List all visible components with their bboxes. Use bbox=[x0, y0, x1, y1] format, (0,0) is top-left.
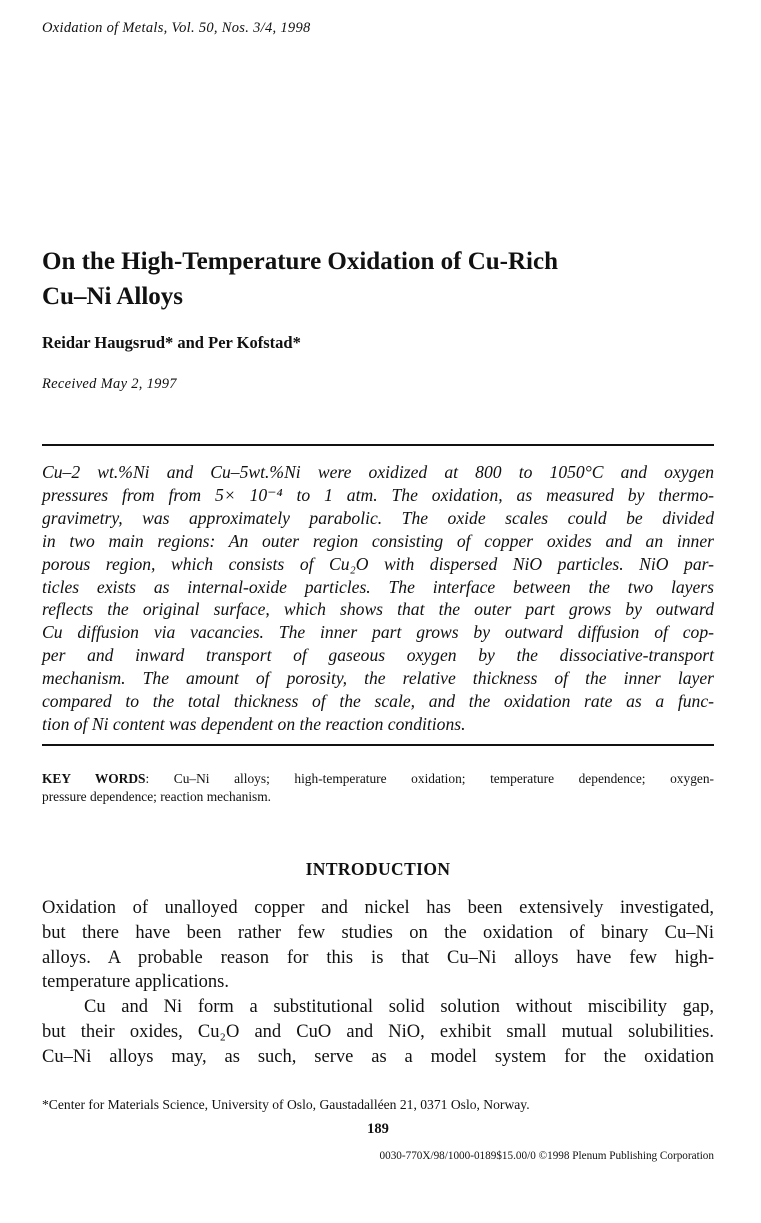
keywords-label: KEY WORDS bbox=[42, 771, 146, 786]
introduction-body bbox=[42, 896, 714, 1070]
abstract bbox=[42, 461, 714, 736]
intro-line: but their oxides, Cu₂O and CuO and NiO, exhibit small mutual solubilities. bbox=[42, 1021, 714, 1042]
intro-line: Cu and Ni form a substitutional solid solution without miscibility gap, bbox=[84, 997, 714, 1018]
abstract-line: gravimetry, was approximately parabolic. The oxide scales could be divided bbox=[42, 507, 714, 528]
abstract-bottom-rule bbox=[42, 744, 714, 746]
intro-line: alloys. A probable reason for this is that Cu–Ni alloys have few high- bbox=[42, 947, 714, 968]
keywords-line-2: pressure dependence; reaction mechanism. bbox=[42, 789, 272, 804]
page-number: 189 bbox=[367, 1121, 389, 1137]
authors: Reidar Haugsrud* and Per Kofstad* bbox=[42, 333, 301, 352]
received-date: Received May 2, 1997 bbox=[42, 376, 177, 392]
abstract-top-rule bbox=[42, 444, 714, 446]
copyright-line: 0030-770X/98/1000-0189$15.00/0 ©1998 Plenum Publishing Corporation bbox=[379, 1150, 714, 1162]
title-line-1: On the High-Temperature Oxidation of Cu-Rich bbox=[42, 248, 558, 275]
intro-line: but there have been rather few studies on the oxidation of binary Cu–Ni bbox=[42, 922, 714, 943]
intro-line: Oxidation of unalloyed copper and nickel has been extensively investigated, bbox=[42, 898, 714, 918]
article-title bbox=[42, 244, 714, 314]
section-heading: INTRODUCTION bbox=[305, 859, 451, 879]
abstract-line: in two main regions: An outer region consisting of copper oxides and an inner bbox=[42, 530, 714, 551]
abstract-line: mechanism. The amount of porosity, the relative thickness of the inner layer bbox=[42, 668, 714, 689]
keywords bbox=[42, 770, 714, 806]
abstract-line: Cu diffusion via vacancies. The inner part grows by outward diffusion of cop- bbox=[42, 622, 714, 643]
abstract-line: tion of Ni content was dependent on the reaction conditions. bbox=[42, 713, 466, 734]
keywords-text: : Cu–Ni alloys; high-temperature oxidation; temperature dependence; oxygen- bbox=[145, 771, 714, 786]
running-head: Oxidation of Metals, Vol. 50, Nos. 3/4, 1998 bbox=[42, 20, 311, 36]
footnote: *Center for Materials Science, University of Oslo, Gaustadalléen 21, 0371 Oslo, Norway. bbox=[42, 1097, 530, 1112]
abstract-line: porous region, which consists of Cu₂O with dispersed NiO particles. NiO par- bbox=[42, 553, 714, 574]
journal-page bbox=[42, 0, 714, 1223]
abstract-line: pressures from from 5× 10⁻⁴ to 1 atm. The oxidation, as measured by thermo- bbox=[42, 484, 714, 505]
abstract-line: ticles exists as internal-oxide particles. The interface between the two layers bbox=[42, 576, 714, 597]
abstract-line: compared to the total thickness of the scale, and the oxidation rate as a func- bbox=[42, 691, 714, 712]
keywords-line-1 bbox=[42, 770, 714, 788]
title-line-2: Cu–Ni Alloys bbox=[42, 283, 184, 310]
abstract-line: per and inward transport of gaseous oxygen by the dissociative-transport bbox=[42, 645, 714, 666]
intro-line: Cu–Ni alloys may, as such, serve as a model system for the oxidation bbox=[42, 1046, 714, 1067]
abstract-line: Cu–2 wt.%Ni and Cu–5wt.%Ni were oxidized at 800 to 1050°C and oxygen bbox=[42, 462, 714, 482]
intro-line: temperature applications. bbox=[42, 972, 229, 993]
abstract-line: reflects the original surface, which shows that the outer part grows by outward bbox=[42, 599, 714, 620]
